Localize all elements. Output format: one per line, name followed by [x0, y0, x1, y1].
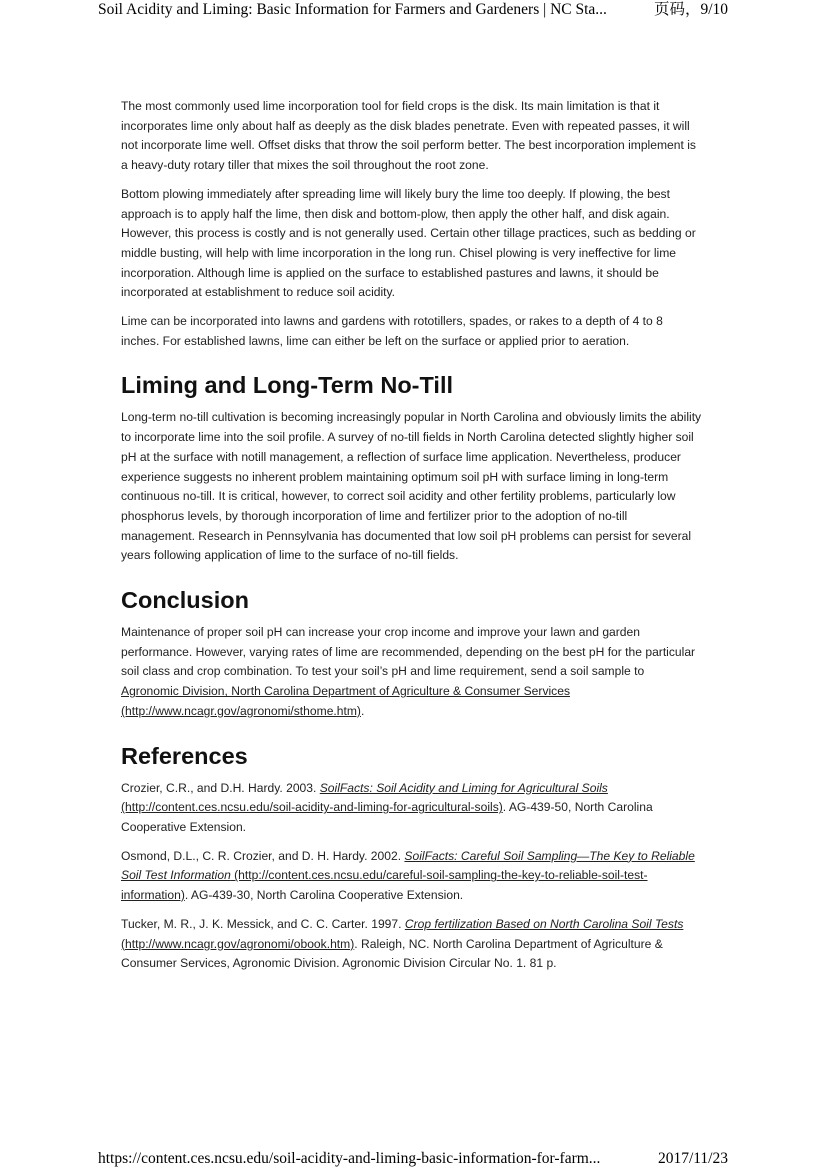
- paragraph-conclusion: [121, 623, 703, 722]
- reference-url-link[interactable]: (http://content.ces.ncsu.edu/careful-soil-sampling-the-key-to-reliable-soil-test-information): [121, 868, 648, 903]
- reference-authors: Crozier, C.R., and D.H. Hardy. 2003.: [121, 780, 320, 795]
- reference-title-link[interactable]: Crop fertilization Based on North Carolina Soil Tests: [404, 916, 684, 931]
- paragraph-lawns-gardens: Lime can be incorporated into lawns and gardens with rototillers, spades, or rakes to a depth of 4 to 8 inches. For established lawns, lime can either be left on the surface or applied prior to aeration.: [121, 314, 663, 348]
- paragraph-bottom-plowing: Bottom plowing immediately after spreading lime will likely bury the lime too deeply. If plowing, the best approach is to apply half the lime, then disk and bottom-plow, then apply the other half, and disk again. However, this process is costly and is not generally used. Certain other tillage practices, such as bedding or middle busting, will help with lime incorporation in the long run. Chisel plowing is very ineffective for lime incorporation. Although lime is applied on the surface to established pastures and lawns, it should be incorporated at establishment to reduce soil acidity.: [121, 186, 696, 300]
- reference-authors: Osmond, D.L., C. R. Crozier, and D. H. Hardy. 2002.: [121, 848, 405, 863]
- article-body: [121, 97, 703, 983]
- heading-conclusion: Conclusion: [121, 587, 249, 614]
- reference-publisher: . Raleigh, NC. North Carolina Department of Agriculture & Consumer Services, Agronomic Division. Agronomic Division Circular No. 1. 81 p.: [121, 936, 663, 971]
- reference-url-link[interactable]: (http://content.ces.ncsu.edu/soil-acidity-and-liming-for-agricultural-soils): [121, 800, 503, 815]
- reference-tucker-1997: [121, 915, 703, 974]
- heading-references: References: [121, 742, 248, 769]
- conclusion-end: .: [360, 703, 365, 718]
- paragraph-disk-incorporation: The most commonly used lime incorporation tool for field crops is the disk. Its main limitation is that it incorporates lime only about half as deeply as the disk blades penetrate. Even with repeated passes, it will not incorporate lime well. Offset disks that throw the soil perform better. The best incorporation implement is a heavy-duty rotary tiller that mixes the soil throughout the root zone.: [121, 99, 696, 173]
- reference-osmond-2002: [121, 847, 703, 906]
- reference-authors: Tucker, M. R., J. K. Messick, and C. C. Carter. 1997.: [121, 916, 405, 931]
- print-footer-url: https://content.ces.ncsu.edu/soil-acidity-and-liming-basic-information-for-farm...: [98, 1150, 601, 1167]
- reference-title-link[interactable]: SoilFacts: Careful Soil Sampling—The Key to Reliable Soil Test Information: [121, 848, 695, 883]
- print-header: [98, 0, 730, 22]
- reference-url-link[interactable]: (http://www.ncagr.gov/agronomi/obook.htm): [121, 936, 355, 951]
- print-header-page-number: 页码，9/10: [653, 1, 728, 18]
- paragraph-no-till: Long-term no-till cultivation is becoming increasingly popular in North Carolina and obviously limits the ability to incorporate lime into the soil profile. A survey of no-till fields in North Carolina detected slightly higher soil pH at the surface with notill management, a reflection of surface lime application. Nevertheless, producer experience suggests no inherent problem maintaining optimum soil pH with surface liming in long-term continuous no-till. It is critical, however, to correct soil acidity and other fertility problems, particularly low phosphorus levels, by thorough incorporation of lime and fertilizer prior to the adoption of no-till management. Research in Pennsylvania has documented that low soil pH problems can persist for several years following application of lime to the surface of no-till fields.: [121, 410, 702, 563]
- reference-publisher: . AG-439-50, North Carolina Cooperative Extension.: [121, 800, 653, 834]
- print-footer: [98, 1149, 730, 1169]
- reference-title-link[interactable]: SoilFacts: Soil Acidity and Liming for Agricultural Soils: [319, 780, 608, 795]
- heading-no-till: Liming and Long-Term No-Till: [121, 372, 454, 399]
- reference-crozier-2003: [121, 779, 703, 838]
- print-header-title: Soil Acidity and Liming: Basic Information for Farmers and Gardeners | NC Sta...: [98, 1, 607, 18]
- print-footer-date: 2017/11/23: [657, 1150, 728, 1167]
- reference-publisher: . AG-439-30, North Carolina Cooperative Extension.: [184, 888, 464, 903]
- conclusion-text: Maintenance of proper soil pH can increase your crop income and improve your lawn and garden performance. However, varying rates of lime are recommended, depending on the best pH for the particular soil class and crop combination. To test your soil’s pH and lime requirement, send a soil sample to: [121, 625, 696, 679]
- agronomic-division-link[interactable]: Agronomic Division, North Carolina Department of Agriculture & Consumer Services (http://www.ncagr.gov/agronomi/sthome.htm): [121, 684, 570, 718]
